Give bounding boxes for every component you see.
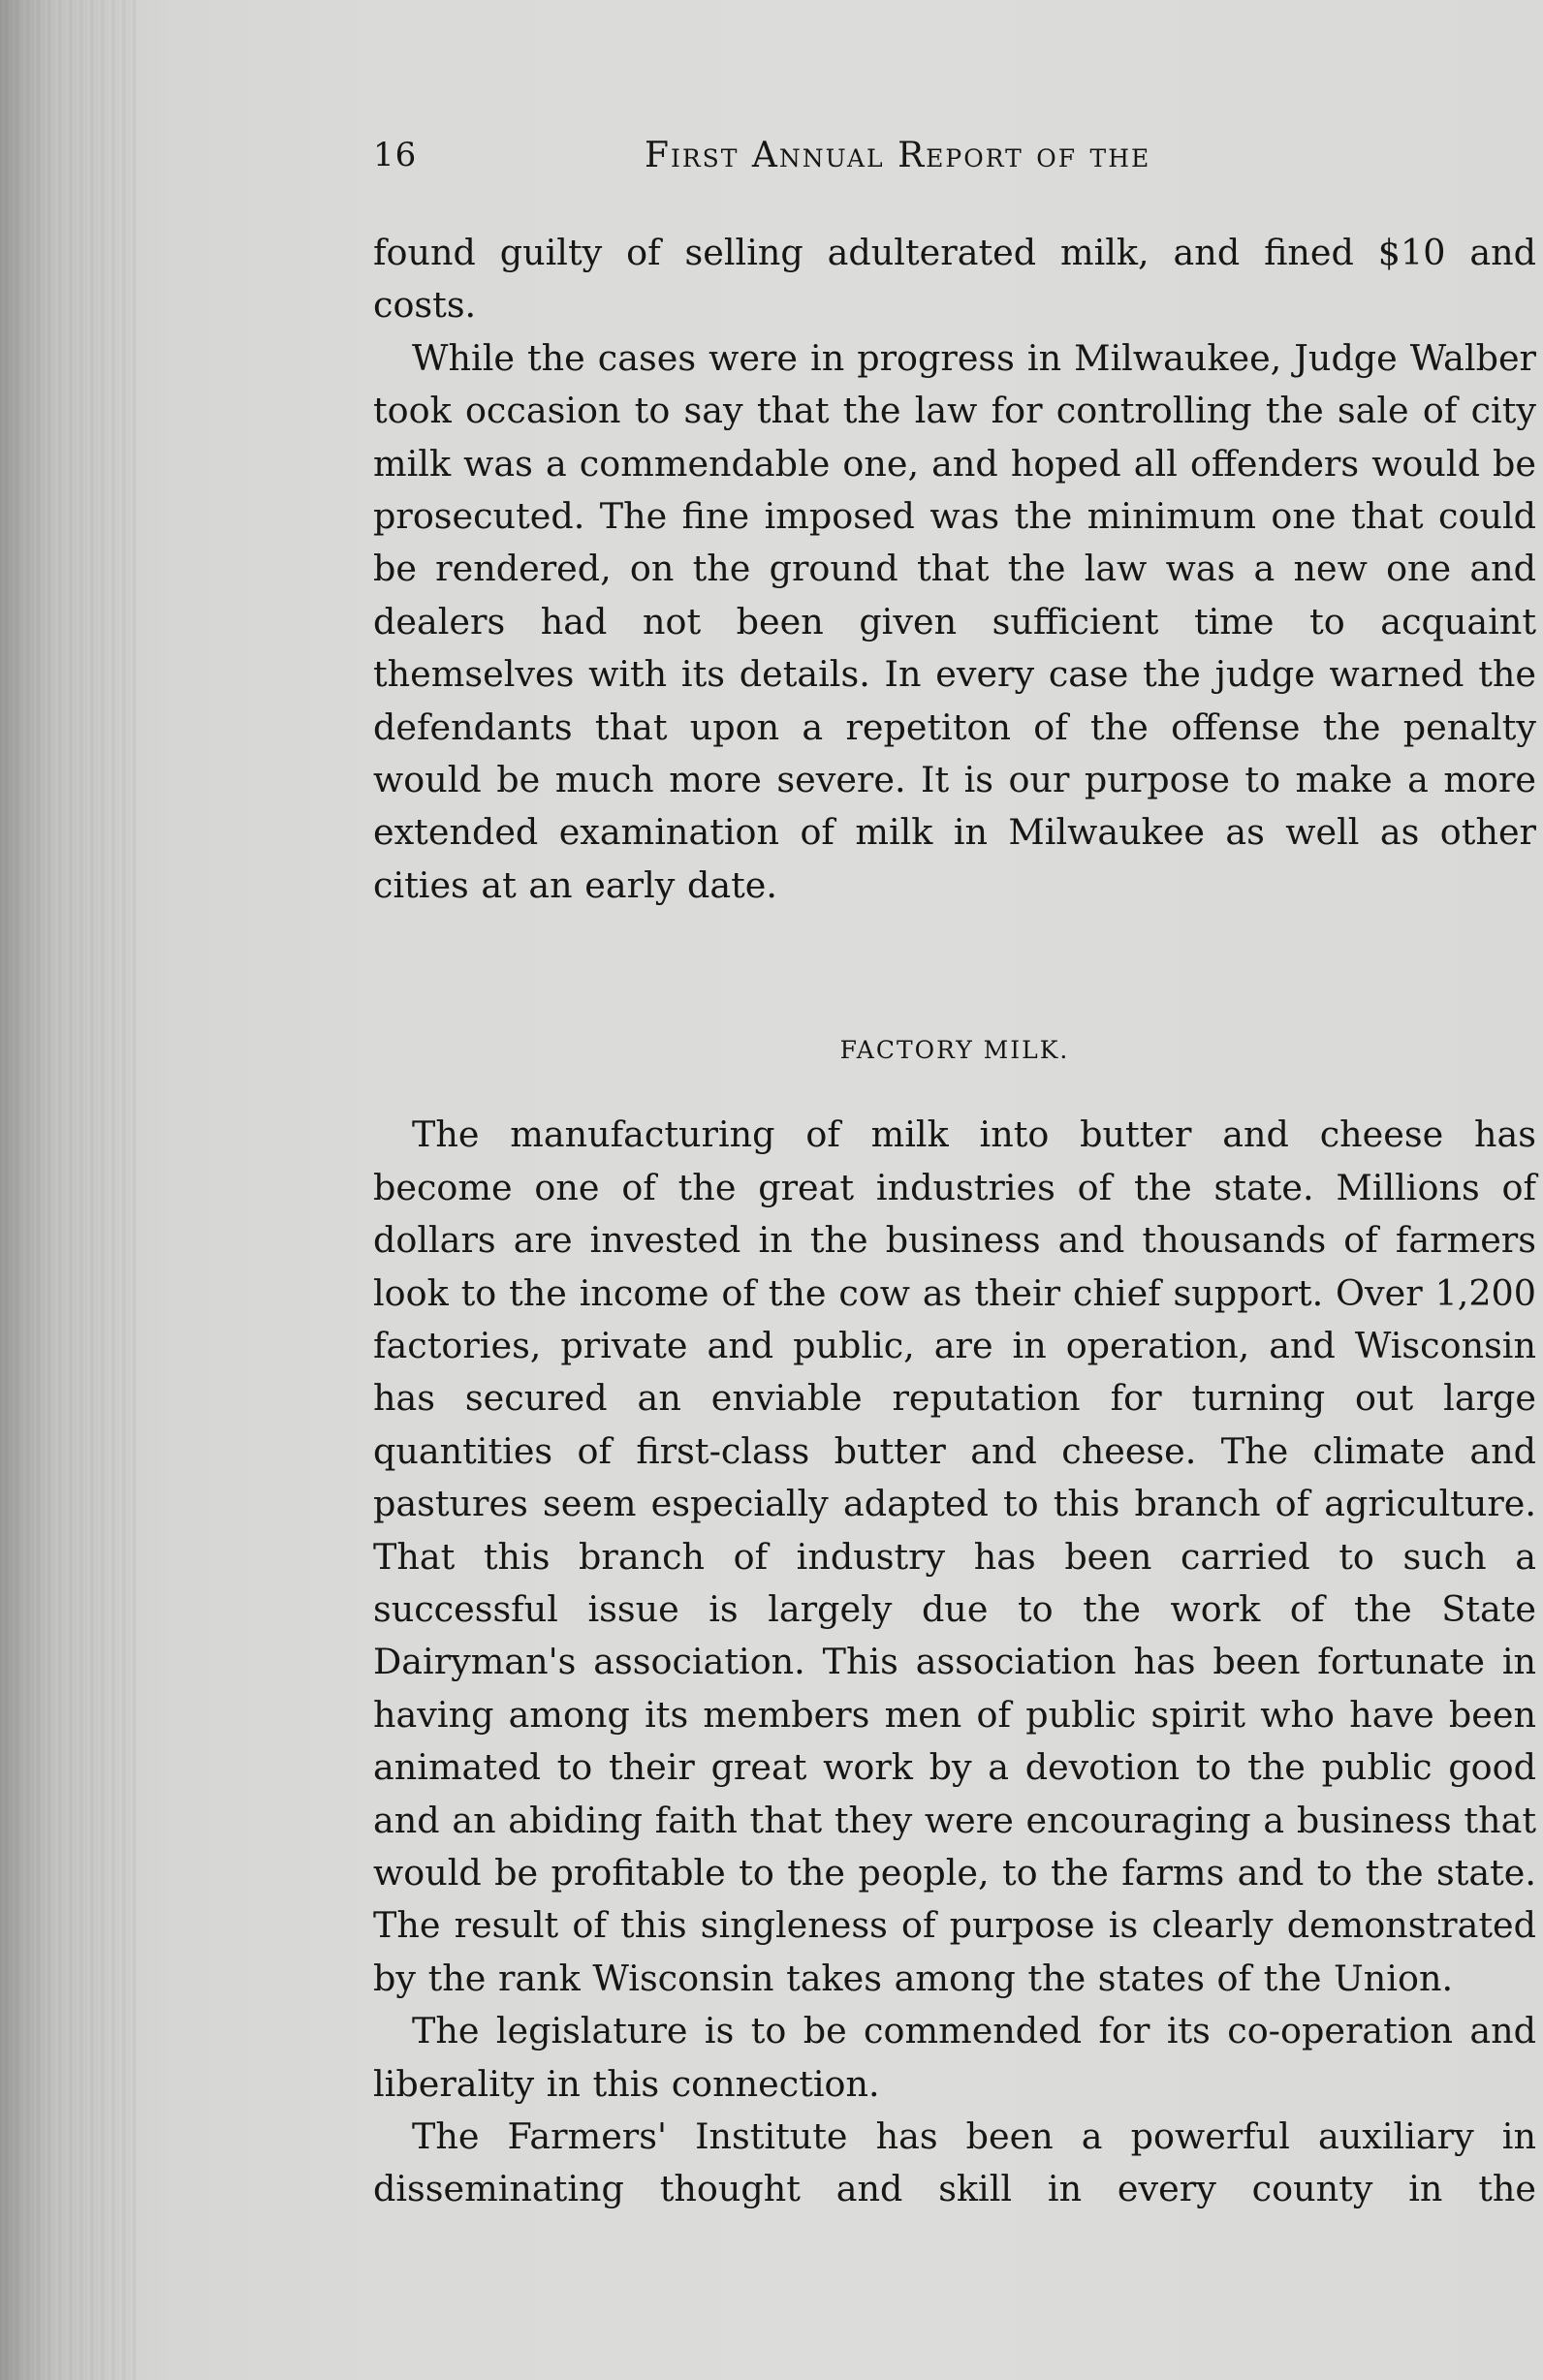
running-header [373,136,1536,194]
running-title: First Annual Report of the [645,136,1151,175]
paragraph-continued: found guilty of selling adulterated milk, and fined $10 and costs. [373,232,1536,327]
page-text-area [373,136,1536,2216]
paragraph-milwaukee-cases: While the cases were in progress in Milwaukee, Judge Walber took occasion to say that the law for controlling the sale of city milk was a commendable one, and hoped all offenders would be prosecuted. The fine imposed was the minimum one that could be rendered, on the ground that the law was a new one and dealers had not been given sufficient time to acquaint themselves with its details. In every case the judge warned the defendants that upon a repetiton of the offense the penalty would be much more severe. It is our purpose to make a more extended examination of milk in Milwaukee as well as other cities at an early date. [373,336,1536,906]
paragraph-farmers-institute: The Farmers' Institute has been a powerful auxiliary in disseminating thought and skill in every county in the [373,2115,1536,2210]
paragraph-legislature: The legislature is to be commended for its co-operation and liberality in this connection. [373,2010,1536,2105]
paragraph-factory-milk: The manufacturing of milk into butter and cheese has become one of the great industries of the state. Millions of dollars are invested in the business and thousands of farmers look to the income of the cow as their chief support. Over 1,200 factories, private and public, are in operation, and Wisconsin has secured an enviable reputation for turning out large quantities of first-class butter and cheese. The climate and pastures seem especially adapted to this branch of agriculture. That this branch of industry has been carried to such a successful issue is largely due to the work of the State Dairyman's association. This association has been fortunate in having among its members men of public spirit who have been animated to their great work by a devotion to the public good and an abiding faith that they were encouraging a business that would be profitable to the people, to the farms and to the state. The result of this singleness of purpose is clearly demonstrated by the rank Wisconsin takes among the states of the Union. [373,1113,1536,1999]
page-number: 16 [373,136,418,174]
section-heading: FACTORY MILK. [839,1036,1070,1065]
binding-shadow [0,0,136,2380]
